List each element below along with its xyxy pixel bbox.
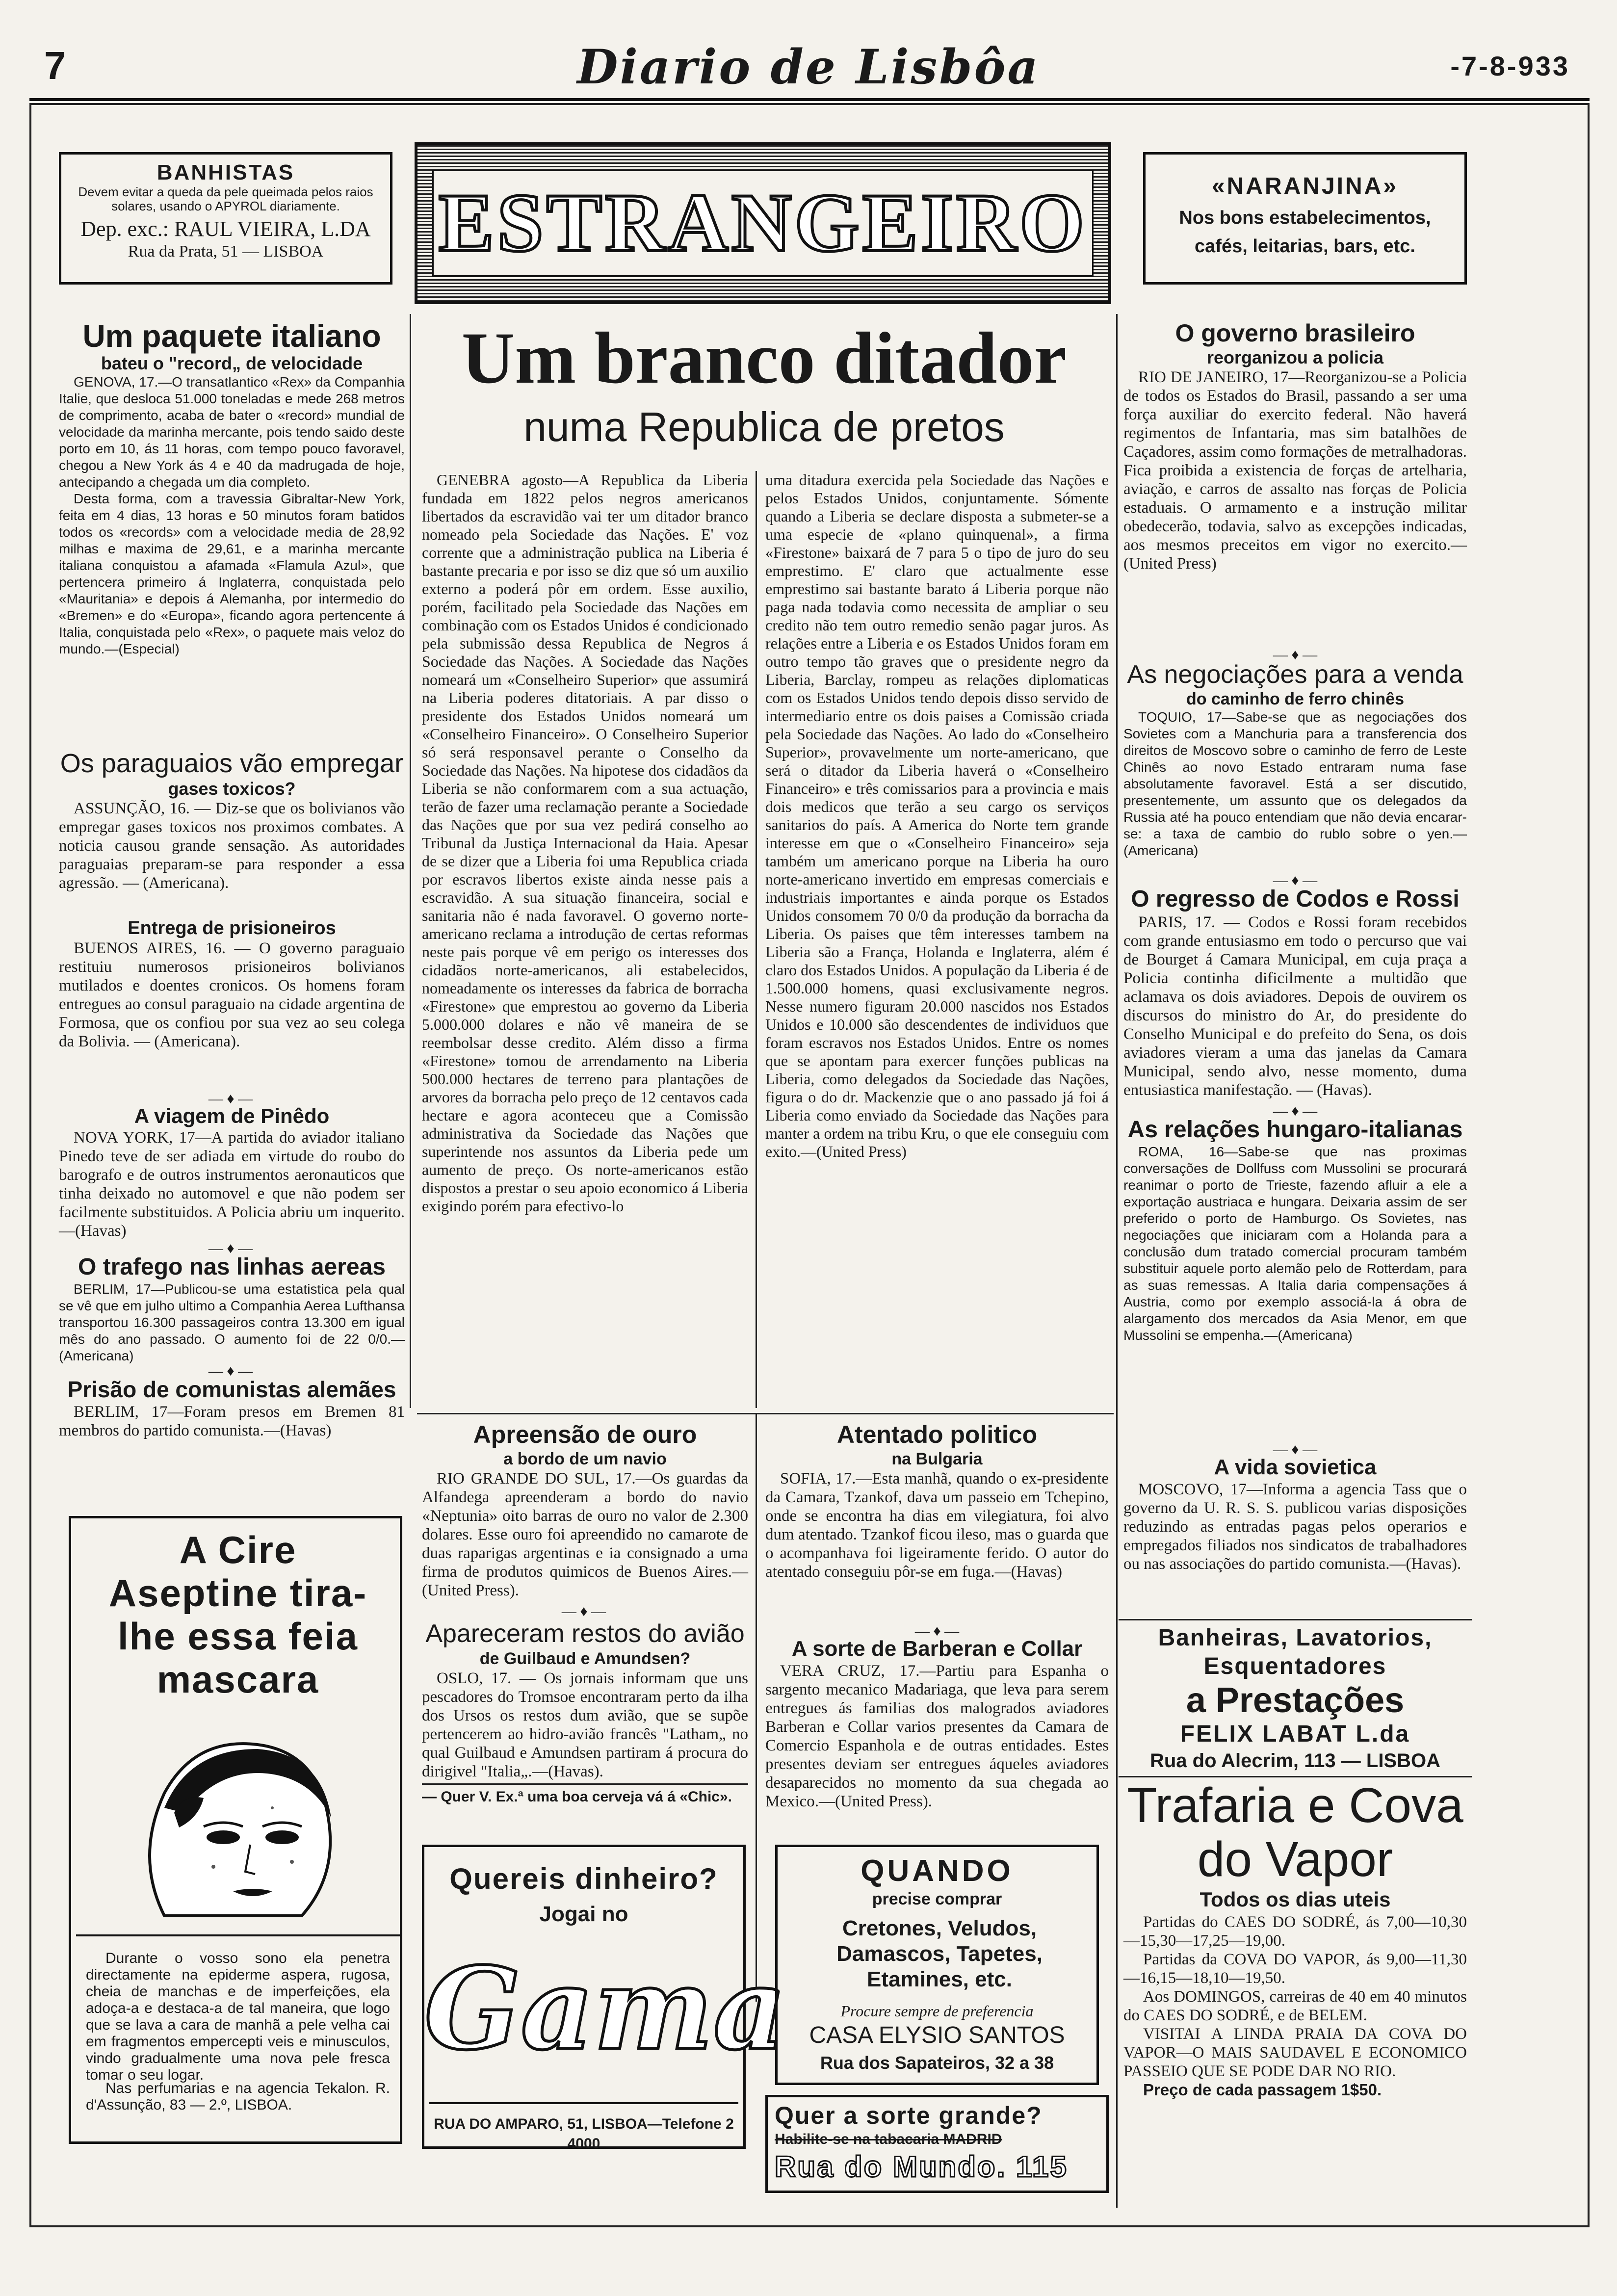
paragraph: VERA CRUZ, 17.—Partiu para Espanha o sargento mecanico Madariaga, que leva para serem entregues ás familias dos malogrados aviadores Barberan e Collar varios presentes da Camara de Comercio Espanhola e de outras entidades. Estes presentes deviam ser entregues áqueles aviadores desaparecidos no momento da sua chegada ao Mexico.—(United Press).	[765, 1662, 1109, 1810]
ad-cire-headline: A Cire Aseptine tira-lhe essa feia mascara	[108, 1528, 367, 1701]
ad-quando-shop: CASA ELYSIO SANTOS	[809, 2022, 1065, 2048]
headline: Um branco ditador	[461, 317, 1067, 399]
column-rule	[756, 471, 757, 1408]
paragraph: ASSUNÇÃO, 16. — Diz-se que os bolivianos vão empregar gases toxicos nos proximos combates. A noticia causou grande sensação. As autoridades paraguaias preparam-se para responder a essa agressão. — (Americana).	[59, 800, 405, 892]
paragraph: OSLO, 17. — Os jornais informam que uns pescadores do Tromsoe encontraram perto da ilha dos Ursos os restos dum avião, que se supõe pertencerem ao hidro-avião francês "Latham„ no qual Guilbaud e Amundsen partiram á procura do dirigivel "Italia„.—(Havas).	[422, 1670, 748, 1780]
masthead-rule	[29, 98, 1590, 101]
ad-banheiras-line2: Esquentadores	[1203, 1653, 1387, 1679]
separator: — ♦ —	[1273, 647, 1318, 663]
article-prisioneiros	[59, 917, 405, 1051]
headline: Um paquete italiano	[82, 318, 381, 354]
headline: Apreensão de ouro	[473, 1421, 697, 1448]
article-negociacoes	[1123, 660, 1467, 859]
subhead: numa Republica de pretos	[523, 404, 1005, 450]
separator: — ♦ —	[1273, 1441, 1318, 1458]
ad-quando-address: Rua dos Sapateiros, 32 a 38	[820, 2053, 1054, 2073]
ad-cerveja-chic: — Quer V. Ex.ª uma boa cerveja vá á «Chic».	[422, 1789, 732, 1805]
article-codos	[1123, 886, 1467, 1099]
ad-quando-headline: QUANDO	[861, 1854, 1014, 1888]
issue-date: -7-8-933	[1450, 51, 1570, 81]
paragraph: PARIS, 17. — Codos e Rossi foram recebidos com grande entusiasmo em todo o percurso que vai de Bourget á Camara Municipal, em cuja praça a Policia continha dificilmente a multidão que aclamava os dois aviadores. Depois de ouvirem os discursos do ministro do Ar, do presidente do Conselho Municipal e do prefeito do Sena, os dois aviadores vieram a uma das janelas da Camara Municipal, sendo alvo, nesse momento, duma entusiastica manifestação. — (Havas).	[1123, 913, 1467, 1099]
paragraph: ROMA, 16—Sabe-se que nas proximas conversações de Dollfuss com Mussolini se procurará reanimar o porto de Trieste, fazendo afluir a ele a exportação austriaca e hungara. Deixaria assim de ser preferido o porto de Hamburgo. Os Sovietes, nas negociações que iniciaram com a Holanda para a conclusão dum tratado comercial procuram também substituir aquele porto alemão pelo de Rotterdam, para as suas remessas. A Italia daria compensações á Austria, como por exemplo associá-la á obra de alargamento dos mercados da Asia Menor, em que Mussolini se empenha.—(Americana)	[1123, 1144, 1467, 1343]
headline: A vida sovietica	[1214, 1455, 1377, 1479]
ad-banhistas-depot: Dep. exc.: RAUL VIEIRA, L.DA	[80, 217, 371, 241]
article-paquete	[59, 319, 405, 657]
ad-gama-address: RUA DO AMPARO, 51, LISBOA—Telefone 2 4000	[434, 2116, 734, 2152]
separator: — ♦ —	[208, 1240, 253, 1256]
ad-banhistas-body: Devem evitar a queda da pele queimada pelos raios solares, usando o APYROL diariamente.	[78, 184, 373, 213]
ad-banhistas-title: BANHISTAS	[156, 160, 295, 184]
headline: O regresso de Codos e Rossi	[1131, 886, 1460, 912]
ad-sorte-line1: Quer a sorte grande?	[775, 2102, 1043, 2129]
ad-banheiras-line1: Banheiras, Lavatorios,	[1158, 1625, 1433, 1651]
ad-trafaria-title1: Trafaria e Cova	[1127, 1778, 1463, 1833]
ad-naranjina-title: «NARANJINA»	[1211, 173, 1399, 199]
article-ditador	[417, 319, 1111, 451]
paragraph: SOFIA, 17.—Esta manhã, quando o ex-presidente da Camara, Tzankof, dava um passeio em Tchepino, onde se encontra ha dias em vilegiatura, foi alvo dum atentado. Tzankof ficou ileso, mas o guarda que o acompanhava foi ligeiramente ferido. O autor do atentado conseguiu pôr-se em fuga.—(Havas)	[765, 1470, 1109, 1581]
article-pinedo	[59, 1104, 405, 1240]
column-rule	[410, 314, 411, 1408]
ad-naranjina-body: Nos bons estabelecimentos, cafés, leitarias, bars, etc.	[1179, 208, 1431, 257]
newspaper-title: Diario de Lisbôa	[577, 39, 1040, 95]
paragraph: RIO GRANDE DO SUL, 17.—Os guardas da Alfandega apreenderam a bordo do navio «Neptunia» oito barras de ouro no valor de 2.300 dolares. Esse ouro foi apreendido no camarote de duas raparigas argentinas e ia consignado a uma firma de produtos quimicos de Buenos Aires.—(United Press).	[422, 1470, 748, 1599]
divider	[422, 1783, 748, 1785]
woman-face-illustration	[105, 1710, 370, 1931]
page-number: 7	[44, 44, 66, 87]
paragraph: TOQUIO, 17—Sabe-se que as negociações dos Sovietes com a Manchuria para a transferencia dos direitos de Moscovo sobre o caminho de ferro de Leste Chinês ao novo Estado entraram numa fase absolutamente favoravel. Está a ser discutido, presentemente, um assunto que os delegados da Russia até ha pouco entendiam que não devia encarar-se: a taxa de cambio do rublo sobre o yen.—(Americana)	[1123, 709, 1467, 858]
section-banner	[415, 142, 1111, 304]
headline: A sorte de Barberan e Collar	[791, 1637, 1083, 1661]
headline: Apareceram restos do avião	[425, 1619, 745, 1648]
ad-gama-headline: Quereis dinheiro?	[449, 1862, 718, 1895]
article-brasileiro	[1123, 319, 1467, 573]
headline: O trafego nas linhas aereas	[78, 1254, 386, 1280]
paragraph: Desta forma, com a travessia Gibraltar-New York, feita em 4 dias, 13 horas e 50 minutos foram batidos todos os «records» com a velocidade media de 28,92 milhas e maxima de 29,61, e a marinha mercante italiana conquistou a afamada «Flamula Azul», que pertencera primeiro á Inglaterra, conquistada pelo «Mauritania» e depois á Alemanha, por intermedio do «Bremen» e do «Europa», ficando agora pertencente á Italia, conquistada pelo «Rex», o paquete mais veloz do mundo.—(Especial)	[59, 491, 405, 656]
ad-banhistas	[59, 152, 392, 285]
article-atentado	[765, 1420, 1109, 1581]
section-banner-title: ESTRANGEIRO	[438, 177, 1088, 269]
article-ouro	[422, 1420, 748, 1600]
paragraph: BERLIM, 17—Publicou-se uma estatistica pela qual se vê que em julho ultimo a Companhia Aerea Lufthansa transportou 16.300 passageiros contra 13.300 em igual mês do ano passado. O aumento foi de 22 0/0.—(Americana)	[59, 1281, 405, 1363]
ad-quando-sub: precise comprar	[872, 1890, 1002, 1908]
ad-gama-sub: Jogai no	[539, 1902, 628, 1926]
subhead: reorganizou a policia	[1206, 347, 1384, 367]
ad-trafaria-p1: Partidas do CAES DO SODRÉ, ás 7,00—10,30—15,30—17,25—19,00.	[1123, 1913, 1467, 1950]
separator: — ♦ —	[208, 1091, 253, 1107]
subhead: na Bulgaria	[891, 1450, 983, 1468]
paragraph: MOSCOVO, 17—Informa a agencia Tass que o governo da U. R. S. S. publicou varias disposições reduzindo as entradas pagas pelos operarios e empregados filiados nos sindicatos de trabalhadores ou nas associações do partido comunista.—(Havas).	[1123, 1481, 1467, 1573]
ad-banhistas-address: Rua da Prata, 51 — LISBOA	[128, 242, 324, 261]
separator: — ♦ —	[914, 1623, 960, 1639]
ad-banheiras-line3: a Prestações	[1186, 1681, 1405, 1720]
article-trafego	[59, 1253, 405, 1364]
subhead: bateu o "record„ de velocidade	[101, 353, 363, 373]
ad-gama-brand: Gama	[424, 1943, 786, 2075]
article-ditador-col1: GENEBRA agosto—A Republica da Liberia fundada em 1822 pelos negros americanos libertados da escravidão vai ter um ditador branco nomeado pela Sociedade das Nações. E' voz corrente que a administração publica na Liberia é bastante precaria e por isso se diz que só um auxilio externo a poderá pôr em ordem. Esse auxilio, porém, facilitado pela Sociedade das Nações em combinação com os Estados Unidos é condicionado pela submissão dessa Republica de Negros á Sociedade das Nações. A Sociedade das Nações nomeará um «Conselheiro Superior» que assumirá na Liberia poderes ditatoriais. A par disso o presidente dos Estados Unidos nomeará um «Conselheiro Financeiro». O Conselheiro Superior só será responsavel perante o Conselho da Sociedade das Nações. Na hipotese dos cidadãos da Liberia se não conformarem com a sua actuação, terão de fazer uma reclamação perante a Sociedade das Nações que por sua vez pedirá conselho ao Tribunal da Justiça Internacional da Haia. Apesar de se dizer que a Liberia foi uma Republica criada por escravos libertos existe ainda nesse pais a escravidão. A sua situação financeira, social e sanitaria não é nada favoravel. O governo norte-americano reclama a introdução de certas reformas neste pais porque vê em perigo os interesses dos cidadãos norte-americanos, ali estabelecidos, nomeadamente os interesses da fabrica de borracha «Firestone» que emprestou ao governo da Liberia 5.000.000 dolares e não vê maneira de se reembolsar desse credito. Além disso a firma «Firestone» tomou de arrendamento na Liberia 500.000 hectares de terreno para plantações de arvores da borracha pelo preço de 12 centavos cada hectare e agora aconteceu que a Comissão administrativa da Sociedade das Nações que superintende nos assuntos da Liberia pede um aumento de preço. Os norte-americanos estão dispostos a prestar o seu apoio economico á Liberia exigindo porém para efectivo-lo	[422, 471, 748, 1215]
article-aviao	[422, 1619, 748, 1781]
ad-cire-body: Durante o vosso sono ela penetra directamente na epiderme aspera, rugosa, cheia de manchas e de imperfeições, ela adoça-a e destaca-a de tal maneira, que logo que se lava a cara de manhã a pele velha cai em fragmentos empercepti veis e minusculos, vindo gradualmente uma nova pele fresca tomar o seu logar.	[86, 1950, 390, 2083]
ad-trafaria-p5: Preço de cada passagem 1$50.	[1143, 2081, 1382, 2099]
ad-trafaria-sub: Todos os dias uteis	[1200, 1888, 1391, 1911]
headline: Prisão de comunistas alemães	[67, 1377, 396, 1402]
subhead: gases toxicos?	[168, 779, 296, 799]
column-rule	[756, 1413, 757, 2002]
headline: Entrega de prisioneiros	[128, 918, 336, 939]
column-rule	[1116, 314, 1118, 2208]
separator: — ♦ —	[1273, 1103, 1318, 1119]
ad-trafaria-p3: Aos DOMINGOS, carreiras de 40 em 40 minutos do CAES DO SODRÉ, e de BELEM.	[1123, 1988, 1467, 2024]
ad-trafaria	[1119, 1778, 1472, 2099]
headline: As negociações para a venda	[1127, 660, 1463, 689]
article-comunistas	[59, 1376, 405, 1440]
ad-banheiras-line4: FELIX LABAT L.da	[1180, 1721, 1410, 1747]
ad-naranjina	[1143, 152, 1467, 285]
subhead: de Guilbaud e Amundsen?	[479, 1649, 691, 1668]
article-ditador-col2: uma ditadura exercida pela Sociedade das Nações e pelos Estados Unidos, conjuntamente. Sómente quando a Liberia se declare disposta a submeter-se a uma especie de «plano quinquenal», a firma «Firestone» baixará de 7 para 5 o tipo de juro do seu emprestimo. E' claro que actualmente esse emprestimo sai bastante barato á Liberia porque não paga nada todavia como necessita de ampliar o seu credito não tem outro remedio senão pagar juros. As relações entre a Liberia e os Estados Unidos foram em outro tempo tão graves que o presidente negro da Liberia, Barclay, rompeu as relações diplomaticas com os Estados Unidos tendo depois disso servido de intermediario entre os dois paises a Comissão criada pela Sociedade das Nações. Ao lado do «Conselheiro Superior», provavelmente um norte-americano, que será o ditador da Liberia haverá o «Conselheiro Financeiro» e três comissarios para a provincia e mais dois medicos que terão a seu cargo os serviços sanitarios do país. A America do Norte tem grande interesse em que o «Conselheiro Financeiro» seja também um americano porque na Liberia ha ouro norte-americano invertido em empresas comerciais e industriais importantes e ainda porque os Estados Unidos consomem 70 0/0 da produção da borracha da Liberia. Os paises que têm interesses tambem na Liberia são a França, Holanda e Inglaterra, além é claro dos Estados Unidos. A população da Liberia é de 1.500.000 homens, quasi exclusivamente negros. Nesse numero figuram 20.000 nascidos nos Estados Unidos e 10.000 são descendentes de individuos que foram escravos nos Estados Unidos. Entre os nomes que se apontam para exercer funções publicas na Liberia, como delegados da Sociedade das Nações, figura o do dr. Mackenzie que o ano passado já foi á Liberia como enviado da Sociedade das Nações para manter a ordem na tribu Kru, o que ele conseguiu com exito.—(United Press)	[765, 471, 1109, 1160]
ad-cire-aseptine	[69, 1516, 402, 2144]
ad-quando-note: Procure sempre de preferencia	[840, 2002, 1034, 2020]
divider	[417, 1413, 1114, 1414]
headline: O governo brasileiro	[1175, 319, 1415, 347]
paragraph: BERLIM, 17—Foram presos em Bremen 81 membros do partido comunista.—(Havas)	[59, 1403, 405, 1439]
headline: As relações hungaro-italianas	[1127, 1117, 1463, 1143]
ad-sorte-line2: Habilite-se na tabacaria MADRID	[775, 2131, 1002, 2147]
article-sovietica	[1123, 1455, 1467, 1573]
ad-quando	[775, 1845, 1099, 2085]
subhead: a bordo de um navio	[503, 1450, 667, 1468]
ad-sorte-grande	[765, 2095, 1109, 2193]
ad-banheiras-line5: Rua do Alecrim, 113 — LISBOA	[1149, 1750, 1440, 1772]
ad-gama	[422, 1845, 786, 2152]
headline: Os paraguaios vão empregar	[60, 749, 404, 778]
separator: — ♦ —	[1273, 872, 1318, 888]
ad-cire-agency: Nas perfumarias e na agencia Tekalon. R. d'Assunção, 83 — 2.º, LISBOA.	[86, 2080, 390, 2113]
ad-trafaria-p2: Partidas da COVA DO VAPOR, ás 9,00—11,30—16,15—18,10—19,50.	[1123, 1951, 1467, 1987]
article-hungaro	[1123, 1116, 1467, 1344]
paragraph: NOVA YORK, 17—A partida do aviador italiano Pinedo teve de ser adiada em virtude do roubo do barografo e de outros instrumentos aeronauticos que tinha deixado no automovel e que não podem ser facilmente substituidos. A Policia abriu um inquerito.—(Havas)	[59, 1129, 405, 1240]
ad-trafaria-p4: VISITAI A LINDA PRAIA DA COVA DO VAPOR—O MAIS SAUDAVEL E ECONOMICO PASSEIO QUE SE PODE DAR NO RIO.	[1123, 2025, 1467, 2080]
headline: A viagem de Pinêdo	[134, 1104, 330, 1127]
paragraph: GENOVA, 17.—O transatlantico «Rex» da Companhia Italie, que desloca 51.000 toneladas e mede 268 metros de comprimento, acaba de bater o «record» mundial de velocidade da marinha mercante, pois tendo saido deste porto em 10, ás 11 horas, com tempo pouco favoravel, chegou a New York ás 4 e 40 da madrugada de hoje, antecipando a chegada um dia completo.	[59, 374, 405, 490]
article-barberan	[765, 1636, 1109, 1811]
ad-banheiras	[1119, 1624, 1472, 1773]
divider	[1119, 1619, 1472, 1620]
paragraph: RIO DE JANEIRO, 17—Reorganizou-se a Policia de todos os Estados do Brasil, passando a ser uma força auxiliar do exercito federal. Não haverá regimentos de Infantaria, mas sim batalhões de Caçadores, assim como formações de metralhadoras. Fica proibida a existencia de forças de artelharia, aviação, e carros de assalto nas forças de Policia estaduais. O armamento e a instrução militar obedecerão, todavia, salvo as excepções indicadas, aos mesmos preceitos em vigor no exercito.—(United Press)	[1123, 368, 1467, 573]
ad-quando-items: Cretones, Veludos, Damascos, Tapetes, Etamines, etc.	[836, 1916, 1043, 1991]
divider	[1119, 1776, 1472, 1777]
article-paraguaios	[59, 748, 405, 892]
separator: — ♦ —	[561, 1603, 606, 1619]
ad-sorte-line3: Rua do Mundo. 115	[775, 2150, 1068, 2183]
subhead: do caminho de ferro chinês	[1186, 690, 1404, 708]
separator: — ♦ —	[208, 1363, 253, 1379]
headline: Atentado politico	[836, 1421, 1038, 1448]
paragraph: BUENOS AIRES, 16. — O governo paraguaio restituiu numerosos prisioneiros bolivianos mutilados e doentes cronicos. Os homens foram entregues ao consul paraguaio na cidade argentina de Formosa, que os confiou por sua vez ao seu colega da Bolivia. — (Americana).	[59, 939, 405, 1050]
ad-trafaria-title2: do Vapor	[1197, 1832, 1393, 1887]
